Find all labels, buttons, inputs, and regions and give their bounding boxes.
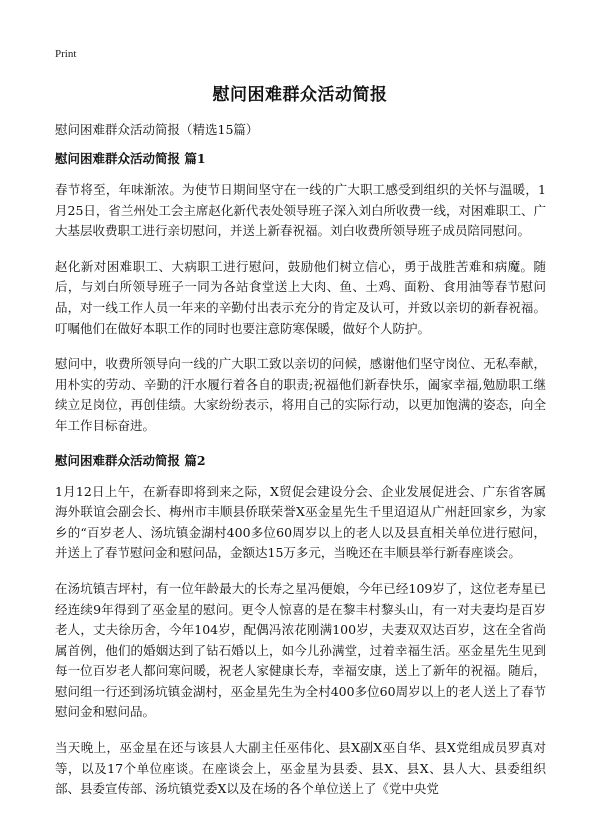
paragraph: 当天晚上，巫金星在还与该县人大副主任巫伟化、县X副X巫自华、县X党组成员罗真对等，以及17个单位座谈。在座谈会上，巫金星为县委、县X、县X、县人大、县委组织部、县委宣传部、汤坑镇党委X以及在场的各个单位送上了《党中央党: [55, 740, 546, 797]
page-subtitle: 慰问困难群众活动简报（精选15篇）: [55, 122, 259, 137]
section-1: [55, 150, 546, 437]
paragraph: 慰问中，收费所领导向一线的广大职工致以亲切的问候，感谢他们坚守岗位、无私奉献，用朴实的劳动、辛勤的汗水履行着各自的职责;祝福他们新春快乐，阖家幸福,勉励职工继续立足岗位，再创佳绩。大家纷纷表示，将用自己的实际行动，以更加饱满的姿态，向全年工作目标奋进。: [55, 356, 546, 433]
print-link[interactable]: Print: [55, 48, 77, 60]
paragraph: 赵化新对困难职工、大病职工进行慰问，鼓励他们树立信心，勇于战胜苦难和病魔。随后，与刘白所领导班子一同为各站食堂送上大肉、鱼、土鸡、面粉、食用油等春节慰问品，对一线工作人员一年来的辛勤付出表示充分的肯定及认可，并致以亲切的新春祝福。叮嘱他们在做好本职工作的同时也要注意防寒保暖，做好个人防护。: [55, 258, 546, 336]
section-2: [55, 452, 546, 800]
page-title: 慰问困难群众活动简报: [212, 85, 388, 105]
paragraph: 在汤坑镇吉坪村，有一位年龄最大的长寿之星冯便娘，今年已经109岁了，这位老寿星已经连续9年得到了巫金星的慰问。更令人惊喜的是在黎丰村黎头山，有一对夫妻均是百岁老人，丈夫徐历舍，今年104岁，配偶冯浓花刚满100岁，夫妻双双达百岁，这在全省尚属首例，他们的婚姻达到了钻石婚以上，如今儿孙满堂，过着幸福生活。巫金星先生见到每一位百岁老人都问寒问暖，祝老人家健康长寿，幸福安康，送上了新年的祝福。随后，慰问组一行还到汤坑镇金湖村，巫金星先生为全村400多位60周岁以上的老人送上了春节慰问金和慰问品。: [55, 580, 546, 720]
article-body: [55, 150, 546, 815]
paragraph: 1月12日上午，在新春即将到来之际，X贸促会建设分会、企业发展促进会、广东省客属海外联谊会副会长、梅州市丰顺县侨联荣誉X巫金星先生千里迢迢从广州赶回家乡，为家乡的“百岁老人、汤坑镇金湖村400多位60周岁以上的老人以及县直相关单位进行慰问，并送上了春节慰问金和慰问品，金额达15万多元，当晚还在丰顺县举行新春座谈会。: [55, 483, 546, 561]
paragraph: 春节将至，年味渐浓。为使节日期间坚守在一线的广大职工感受到组织的关怀与温暖，1月25日，省兰州处工会主席赵化新代表处领导班子深入刘白所收费一线，对困难职工、广大基层收费职工进行亲切慰问，并送上新春祝福。刘白收费所领导班子成员陪同慰问。: [55, 182, 546, 239]
section-heading: 慰问困难群众活动简报 篇2: [55, 452, 206, 468]
section-heading: 慰问困难群众活动简报 篇1: [55, 151, 206, 166]
